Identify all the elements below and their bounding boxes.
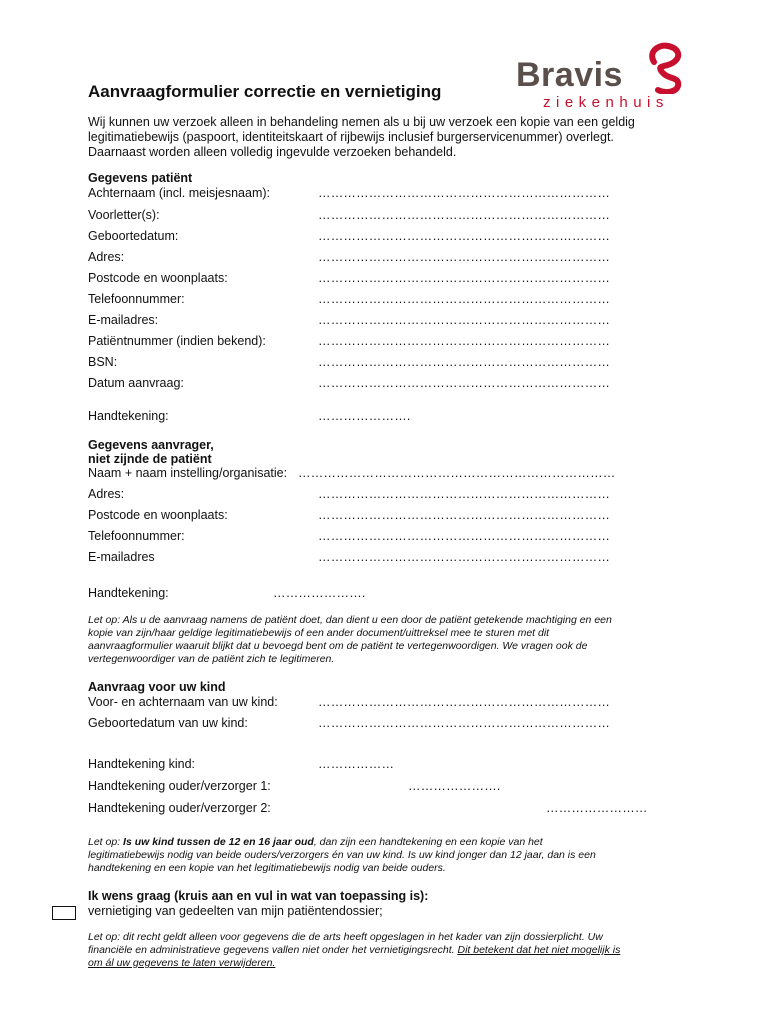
parent2-signature-label: Handtekening ouder/verzorger 2: xyxy=(88,801,271,815)
patient-label: Postcode en woonplaats: xyxy=(88,271,228,285)
patient-field-dots[interactable]: …………………………………………………………… xyxy=(318,208,611,222)
applicant-signature-dots[interactable]: …………………. xyxy=(273,586,366,600)
applicant-heading: niet zijnde de patiënt xyxy=(88,452,212,466)
parent2-signature-dots[interactable]: …………………… xyxy=(546,801,648,815)
applicant-note-line: kopie van zijn/haar geldige legitimatiebewijs of een ander document/uittreksel mee te sturen met dit xyxy=(88,627,550,639)
applicant-signature-label: Handtekening: xyxy=(88,586,169,600)
child-field-dots[interactable]: …………………………………………………………… xyxy=(318,695,611,709)
wish-option: vernietiging van gedeelten van mijn patiëntendossier; xyxy=(88,904,383,918)
patient-label: BSN: xyxy=(88,355,118,369)
child-signature-label: Handtekening kind: xyxy=(88,757,196,771)
intro-line: Daarnaast worden alleen volledig ingevulde verzoeken behandeld. xyxy=(88,145,457,159)
patient-label: Achternaam (incl. meisjesnaam): xyxy=(88,186,271,200)
child-label: Voor- en achternaam van uw kind: xyxy=(88,695,278,709)
wish-note-line xyxy=(88,944,620,958)
applicant-label: Postcode en woonplaats: xyxy=(88,508,228,522)
child-label: Geboortedatum van uw kind: xyxy=(88,716,248,730)
applicant-label: E-mailadres xyxy=(88,550,155,564)
applicant-field-dots[interactable]: …………………………………………………………… xyxy=(318,529,611,543)
applicant-field-dots[interactable]: …………………………………………………………… xyxy=(318,508,611,522)
child-note-line xyxy=(88,836,543,850)
applicant-field-dots[interactable]: …………………………………………………………… xyxy=(318,550,611,564)
patient-heading: Gegevens patiënt xyxy=(88,171,193,185)
child-note-prefix: Let op: xyxy=(88,836,124,848)
patient-signature-label: Handtekening: xyxy=(88,409,169,423)
patient-field-dots[interactable]: …………………………………………………………… xyxy=(318,271,611,285)
logo-wordmark: Bravis xyxy=(516,56,623,94)
applicant-name-label: Naam + naam instelling/organisatie: xyxy=(88,466,288,480)
patient-label: Adres: xyxy=(88,250,125,264)
patient-signature-dots[interactable]: …………………. xyxy=(318,409,411,423)
patient-label: E-mailadres: xyxy=(88,313,159,327)
applicant-heading: Gegevens aanvrager, xyxy=(88,438,214,452)
bravis-logo xyxy=(513,42,683,112)
child-field-dots[interactable]: …………………………………………………………… xyxy=(318,716,611,730)
intro-line: Wij kunnen uw verzoek alleen in behandeling nemen als u bij uw verzoek een kopie van een geldig xyxy=(88,115,635,129)
patient-label: Voorletter(s): xyxy=(88,208,160,222)
logo-swirl-icon xyxy=(646,42,686,94)
child-note-line: legitimatiebewijs nodig van beide ouders/verzorgers én van uw kind. Is uw kind jonger dan 12 jaar, dan is een xyxy=(88,849,596,861)
applicant-note-line: Let op: Als u de aanvraag namens de patiënt doet, dan dient u een door de patiënt getekende machtiging en een xyxy=(88,614,612,626)
destruction-checkbox[interactable] xyxy=(52,906,76,920)
applicant-note-line: vertegenwoordiger van de patiënt zich te legitimeren. xyxy=(88,653,335,665)
patient-field-dots[interactable]: …………………………………………………………… xyxy=(318,229,611,243)
patient-field-dots[interactable]: …………………………………………………………… xyxy=(318,313,611,327)
applicant-label: Adres: xyxy=(88,487,125,501)
child-note-bold: Is uw kind tussen de 12 en 16 jaar oud xyxy=(123,836,314,848)
applicant-name-dots[interactable]: ………………………………………………………………… xyxy=(298,466,616,480)
logo-subtitle: ziekenhuis xyxy=(543,94,669,111)
patient-field-dots[interactable]: …………………………………………………………… xyxy=(318,186,611,200)
child-note-line: handtekening en een kopie van het legitimatiebewijs nodig van beide ouders. xyxy=(88,862,446,874)
child-note-rest: , dan zijn een handtekening en een kopie van het xyxy=(313,836,543,848)
parent1-signature-label: Handtekening ouder/verzorger 1: xyxy=(88,779,271,793)
patient-field-dots[interactable]: …………………………………………………………… xyxy=(318,376,611,390)
patient-field-dots[interactable]: …………………………………………………………… xyxy=(318,292,611,306)
applicant-note-line: aanvraagformulier waaruit blijkt dat u bevoegd bent om de patiënt te vertegenwoordigen. We vragen ook de xyxy=(88,640,588,652)
patient-label: Datum aanvraag: xyxy=(88,376,184,390)
intro-line: legitimatiebewijs (paspoort, identiteitskaart of rijbewijs inclusief burgerservicenummer) overlegt. xyxy=(88,130,614,144)
applicant-label: Telefoonnummer: xyxy=(88,529,185,543)
page-title: Aanvraagformulier correctie en vernietiging xyxy=(88,82,442,101)
patient-label: Patiëntnummer (indien bekend): xyxy=(88,334,266,348)
applicant-field-dots[interactable]: …………………………………………………………… xyxy=(318,487,611,501)
patient-label: Telefoonnummer: xyxy=(88,292,185,306)
wish-note-line: Let op: dit recht geldt alleen voor gegevens die de arts heeft opgeslagen in het kader van zijn dossierplicht. Uw xyxy=(88,931,603,943)
patient-label: Geboortedatum: xyxy=(88,229,179,243)
wish-note-line: om ál uw gegevens te laten verwijderen. xyxy=(88,957,276,969)
patient-field-dots[interactable]: …………………………………………………………… xyxy=(318,334,611,348)
wish-note-plain: financiële en administratieve gegevens vallen niet onder het vernietigingsrecht. xyxy=(88,944,458,956)
child-heading: Aanvraag voor uw kind xyxy=(88,680,226,694)
wish-note-underline: Dit betekent dat het niet mogelijk is xyxy=(457,944,621,956)
patient-field-dots[interactable]: …………………………………………………………… xyxy=(318,250,611,264)
patient-field-dots[interactable]: …………………………………………………………… xyxy=(318,355,611,369)
child-signature-dots[interactable]: ……………… xyxy=(318,757,395,771)
parent1-signature-dots[interactable]: …………………. xyxy=(408,779,501,793)
wish-heading: Ik wens graag (kruis aan en vul in wat van toepassing is): xyxy=(88,889,429,903)
